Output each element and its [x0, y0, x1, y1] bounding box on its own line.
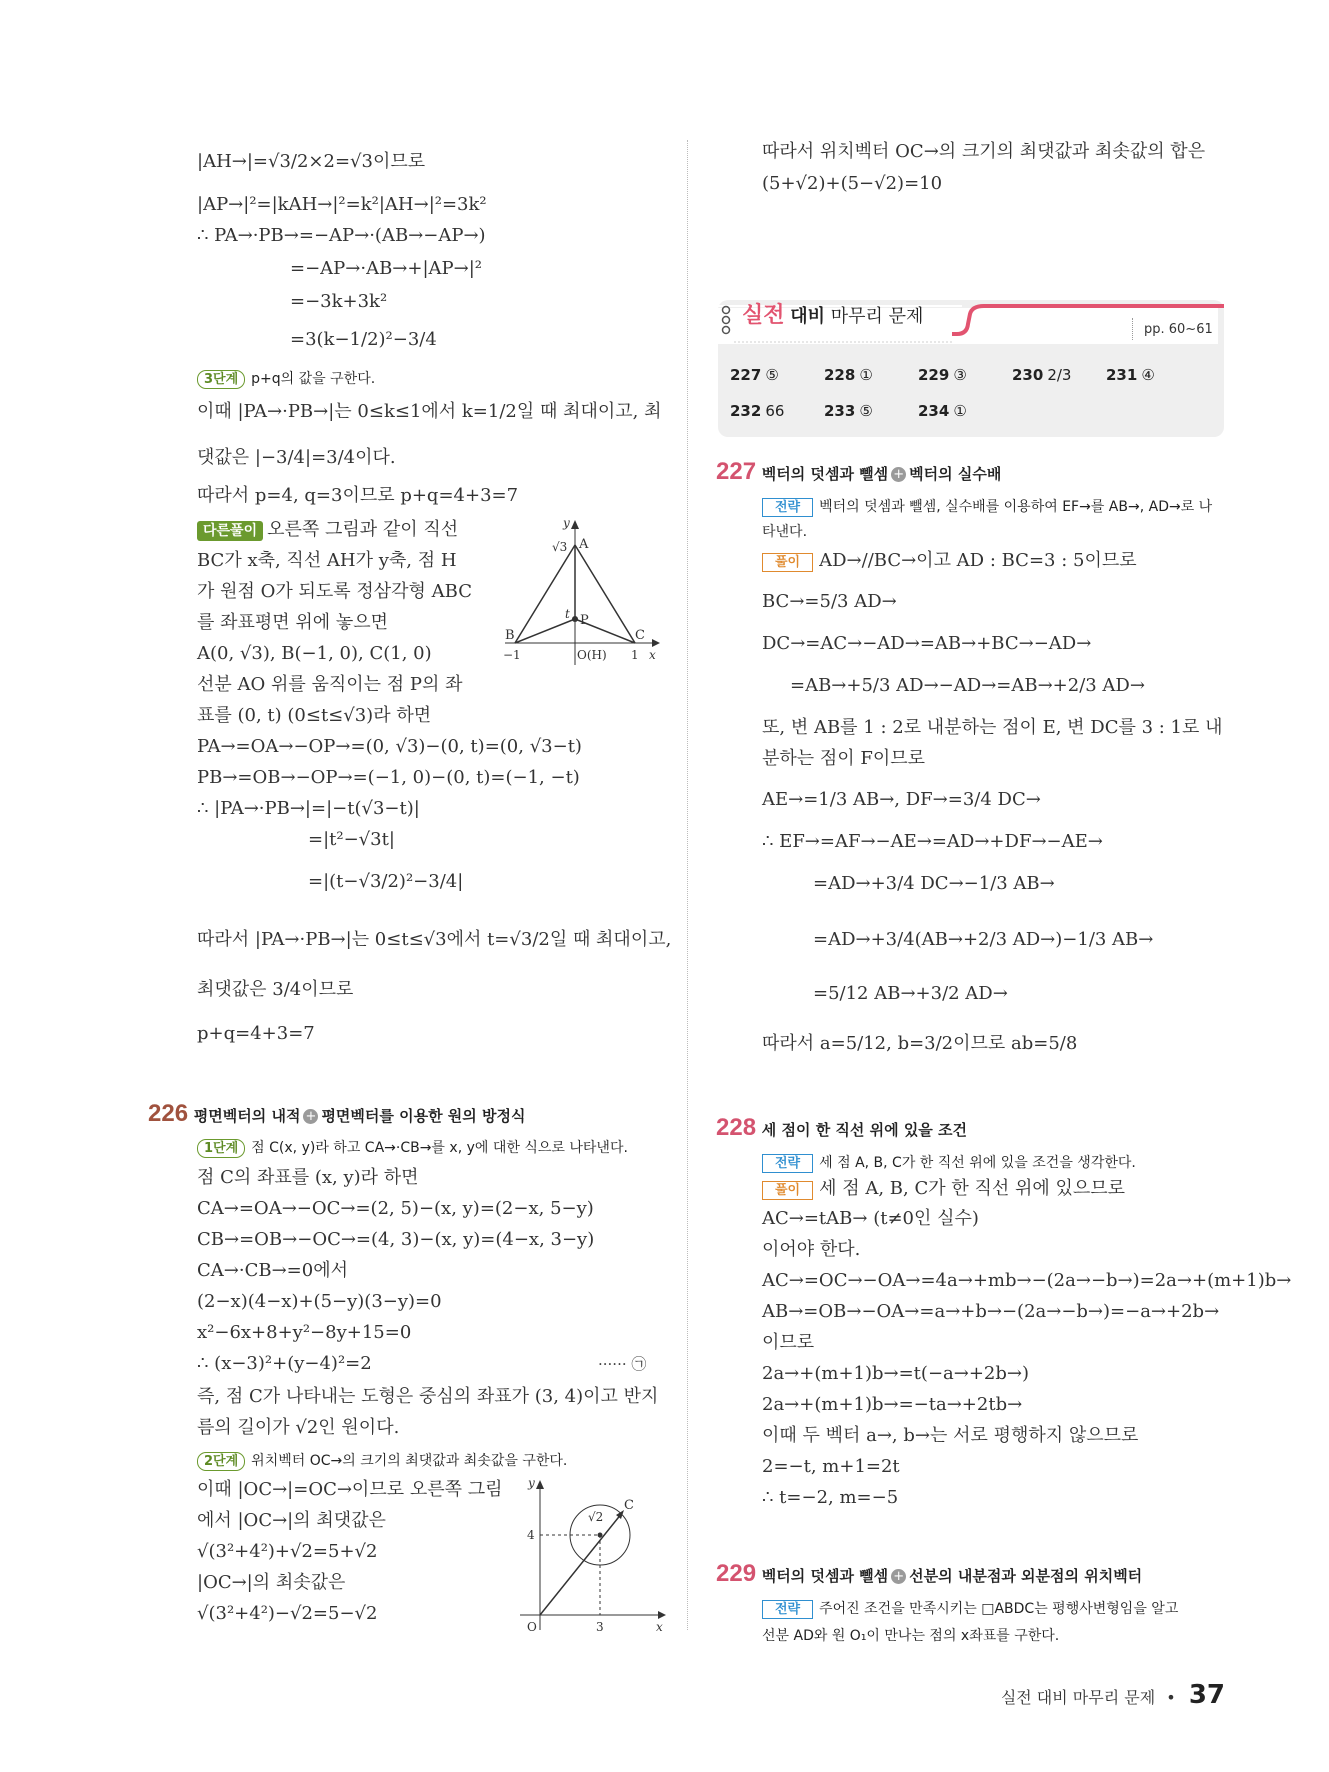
eq-line: x²−6x+8+y²−8y+15=0 [197, 1322, 412, 1343]
fig2-x-label: x [656, 1620, 663, 1634]
fig1-x-label: x [649, 648, 656, 662]
eq-line: 이어야 한다. [762, 1239, 861, 1260]
alt-line: ∴ |PA→·PB→|=|−t(√3−t)| [197, 798, 420, 819]
eq-line: ∴ t=−2, m=−5 [762, 1487, 899, 1508]
step2-heading [197, 1448, 567, 1473]
fig1-one: 1 [631, 648, 639, 662]
eq-line: 점 C의 좌표를 (x, y)라 하면 [197, 1167, 419, 1188]
question-227-header [716, 460, 1001, 486]
eq-line: √(3²+4²)+√2=5+√2 [197, 1541, 378, 1562]
strategy-text: 타낸다. [762, 524, 808, 540]
solution-text: 세 점 A, B, C가 한 직선 위에 있으므로 [819, 1178, 1125, 1199]
fig1-y-label: y [563, 516, 570, 530]
eq-line: =AB→+5/3 AD→−AD→=AB→+2/3 AD→ [790, 675, 1145, 696]
fig1-b-label: B [505, 628, 515, 643]
alt-line: =|(t−√3/2)²−3/4| [308, 871, 464, 892]
eq-line: √(3²+4²)−√2=5−√2 [197, 1603, 378, 1624]
fig2-o-label: O [527, 1620, 537, 1634]
alt-line: PB→=OB→−OP→=(−1, 0)−(0, t)=(−1, −t) [197, 767, 580, 788]
eq-line: 이때 두 벡터 a→, b→는 서로 평행하지 않으므로 [762, 1425, 1139, 1446]
eq-line: CA→=OA→−OC→=(2, 5)−(x, y)=(2−x, 5−y) [197, 1198, 594, 1219]
answer-item: 228 ① [824, 366, 873, 384]
eq-line: =−3k+3k² [290, 291, 388, 312]
fig1-p-label: P [580, 613, 589, 628]
solution-line [762, 1177, 1125, 1201]
eq-line: ∴ PA→·PB→=−AP→·(AB→−AP→) [197, 225, 486, 246]
page-footer [1001, 1680, 1225, 1710]
question-title: 선분의 내분점과 외분점의 위치벡터 [909, 1567, 1143, 1585]
strategy-text: 세 점 A, B, C가 한 직선 위에 있을 조건을 생각한다. [819, 1155, 1136, 1171]
eq-line: 즉, 점 C가 나타내는 도형은 중심의 좌표가 (3, 4)이고 반지 [197, 1386, 659, 1407]
alt-solution-badge: 다른풀이 [197, 521, 263, 541]
question-title: 벡터의 실수배 [909, 465, 1002, 483]
question-title: 세 점이 한 직선 위에 있을 조건 [761, 1121, 967, 1139]
fig2-four: 4 [527, 1528, 535, 1542]
strategy-line [762, 1150, 1136, 1175]
eq-line: 2=−t, m+1=2t [762, 1456, 900, 1477]
solution-text: AD→//BC→이고 AD : BC=3 : 5이므로 [819, 550, 1137, 571]
eq-line: =AD→+3/4 DC→−1/3 AB→ [813, 873, 1055, 894]
pages-ref: pp. 60~61 [1144, 322, 1213, 337]
eq-line: =−AP→·AB→+|AP→|² [290, 258, 483, 279]
answer-box-title [742, 304, 923, 329]
answer-item: 233 ⑤ [824, 402, 873, 420]
eq-line: 따라서 a=5/12, b=3/2이므로 ab=5/8 [762, 1033, 1078, 1054]
eq-line: 이므로 [762, 1332, 815, 1353]
strategy-badge: 전략 [762, 498, 813, 517]
fig1-oh-label: O(H) [577, 648, 607, 662]
alt-line: 오른쪽 그림과 같이 직선 [267, 519, 459, 540]
column-divider [687, 140, 688, 1630]
alt-line: 가 원점 O가 되도록 정삼각형 ABC [197, 581, 472, 602]
eq-line: 이때 |OC→|=OC→이므로 오른쪽 그림 [197, 1479, 503, 1500]
step3-badge: 3단계 [197, 370, 245, 389]
eq-line: DC→=AC→−AD→=AB→+BC→−AD→ [762, 633, 1092, 654]
plus-icon: + [891, 1569, 906, 1584]
equation-marker: ······ ㉠ [598, 1355, 647, 1373]
step1-text: 점 C(x, y)라 하고 CA→·CB→를 x, y에 대한 식으로 나타낸다. [251, 1140, 628, 1156]
eq-line: =3(k−1/2)²−3/4 [290, 329, 437, 350]
alt-line: A(0, √3), B(−1, 0), C(1, 0) [197, 643, 432, 664]
question-title: 벡터의 덧셈과 뺄셈 [761, 465, 889, 483]
triangle-figure [495, 515, 670, 670]
eq-line: =5/12 AB→+3/2 AD→ [813, 983, 1008, 1004]
solution-badge: 풀이 [762, 553, 813, 572]
solution-line [762, 549, 1137, 573]
eq-line: AE→=1/3 AB→, DF→=3/4 DC→ [762, 789, 1041, 810]
fig2-c-label: C [624, 1498, 634, 1513]
question-title: 평면벡터를 이용한 원의 방정식 [321, 1107, 526, 1125]
answer-item: 230 2/3 [1012, 366, 1072, 384]
fig1-c-label: C [635, 628, 645, 643]
eq-line: 댓값은 |−3/4|=3/4이다. [197, 447, 396, 468]
question-number: 229 [716, 1560, 757, 1587]
strategy-badge: 전략 [762, 1600, 813, 1619]
fig1-a-label: A [579, 537, 589, 552]
alt-line: 선분 AO 위를 움직이는 점 P의 좌 [197, 674, 463, 695]
eq-line: BC→=5/3 AD→ [762, 591, 897, 612]
step1-heading [197, 1135, 628, 1160]
fig2-y-label: y [528, 1476, 535, 1490]
alt-line: 최댓값은 3/4이므로 [197, 979, 354, 1000]
eq-line: 따라서 위치벡터 OC→의 크기의 최댓값과 최솟값의 합은 [762, 141, 1206, 162]
alt-line: 표를 (0, t) (0≤t≤√3)라 하면 [197, 705, 432, 726]
eq-line: 이때 |PA→·PB→|는 0≤k≤1에서 k=1/2일 때 최대이고, 최 [197, 401, 662, 422]
eq-line: CA→·CB→=0에서 [197, 1260, 348, 1281]
eq-line: AC→=tAB→ (t≠0인 실수) [762, 1208, 979, 1229]
question-number: 227 [716, 458, 757, 485]
eq-line: CB→=OB→−OC→=(4, 3)−(x, y)=(4−x, 3−y) [197, 1229, 595, 1250]
alt-line: =|t²−√3t| [308, 829, 395, 850]
solution-badge: 풀이 [762, 1181, 813, 1200]
alt-line: PA→=OA→−OP→=(0, √3)−(0, t)=(0, √3−t) [197, 736, 582, 757]
page-number: 37 [1188, 1680, 1225, 1710]
eq-line: ∴ EF→=AF→−AE→=AD→+DF→−AE→ [762, 831, 1103, 852]
eq-line: |AH→|=√3/2×2=√3이므로 [197, 151, 426, 172]
eq-line: |OC→|의 최솟값은 [197, 1572, 346, 1593]
step3-text: p+q의 값을 구한다. [251, 371, 376, 387]
fig1-minus1: −1 [503, 648, 521, 662]
title-part-b: 대비 [790, 306, 826, 327]
question-226-header [148, 1102, 525, 1128]
answer-item: 234 ① [918, 402, 967, 420]
title-part-a: 실전 [742, 303, 785, 328]
question-number: 228 [716, 1114, 757, 1141]
strategy-badge: 전략 [762, 1154, 813, 1173]
footer-title: 실전 대비 마무리 문제 [1000, 1688, 1156, 1707]
answer-item: 231 ④ [1106, 366, 1155, 384]
eq-line: 분하는 점이 F이므로 [762, 748, 926, 769]
eq-line: =AD→+3/4(AB→+2/3 AD→)−1/3 AB→ [813, 929, 1154, 950]
alt-line: 따라서 |PA→·PB→|는 0≤t≤√3에서 t=√3/2일 때 최대이고, [197, 929, 672, 950]
step3-heading [197, 366, 375, 391]
plus-icon: + [303, 1109, 318, 1124]
eq-line: AB→=OB→−OA→=a→+b→−(2a→−b→)=−a→+2b→ [762, 1301, 1220, 1322]
strategy-text: 선분 AD와 원 O₁이 만나는 점의 x좌표를 구한다. [762, 1628, 1060, 1644]
eq-line: 2a→+(m+1)b→=−ta→+2tb→ [762, 1394, 1023, 1415]
question-title: 평면벡터의 내적 [193, 1107, 301, 1125]
eq-line: 따라서 p=4, q=3이므로 p+q=4+3=7 [197, 485, 519, 506]
alt-line: 를 좌표평면 위에 놓으면 [197, 612, 389, 633]
eq-line: (2−x)(4−x)+(5−y)(3−y)=0 [197, 1291, 442, 1312]
answer-item: 227 ⑤ [730, 366, 779, 384]
strategy-line [762, 1596, 1178, 1621]
eq-line: 2a→+(m+1)b→=t(−a→+2b→) [762, 1363, 1029, 1384]
eq-line: |AP→|²=|kAH→|²=k²|AH→|²=3k² [197, 194, 487, 215]
question-number: 226 [148, 1100, 189, 1127]
circle-figure [510, 1475, 670, 1640]
strategy-text: 주어진 조건을 만족시키는 □ABDC는 평행사변형임을 알고 [819, 1601, 1179, 1617]
question-229-header [716, 1562, 1142, 1588]
answer-item: 232 66 [730, 402, 785, 420]
alt-line: p+q=4+3=7 [197, 1023, 315, 1044]
title-part-c: 마무리 문제 [830, 306, 924, 327]
step2-text: 위치벡터 OC→의 크기의 최댓값과 최솟값을 구한다. [251, 1453, 568, 1469]
eq-line: ∴ (x−3)²+(y−4)²=2 [197, 1353, 372, 1374]
eq-line: (5+√2)+(5−√2)=10 [762, 173, 943, 194]
step1-badge: 1단계 [197, 1139, 245, 1158]
alt-line: BC가 x축, 직선 AH가 y축, 점 H [197, 550, 457, 571]
pages-divider [1132, 318, 1133, 340]
eq-line: 에서 |OC→|의 최댓값은 [197, 1510, 386, 1531]
eq-line: 름의 길이가 √2인 원이다. [197, 1417, 400, 1438]
fig2-sqrt2: √2 [588, 1510, 604, 1524]
eq-line: AC→=OC→−OA→=4a→+mb→−(2a→−b→)=2a→+(m+1)b→ [762, 1270, 1292, 1291]
answer-item: 229 ③ [918, 366, 967, 384]
fig1-sqrt3: √3 [552, 540, 568, 554]
alt-solution-line [197, 518, 458, 542]
fig1-t-label: t [565, 607, 570, 621]
step2-badge: 2단계 [197, 1452, 245, 1471]
strategy-text: 벡터의 덧셈과 뺄셈, 실수배를 이용하여 EF→를 AB→, AD→로 나 [819, 499, 1213, 515]
question-228-header [716, 1116, 967, 1142]
footer-dot: • [1166, 1688, 1176, 1707]
fig2-three: 3 [596, 1620, 604, 1634]
strategy-line [762, 494, 1212, 519]
eq-line: 또, 변 AB를 1 : 2로 내분하는 점이 E, 변 DC를 3 : 1로 내 [762, 717, 1223, 738]
plus-icon: + [891, 467, 906, 482]
question-title: 벡터의 덧셈과 뺄셈 [761, 1567, 889, 1585]
